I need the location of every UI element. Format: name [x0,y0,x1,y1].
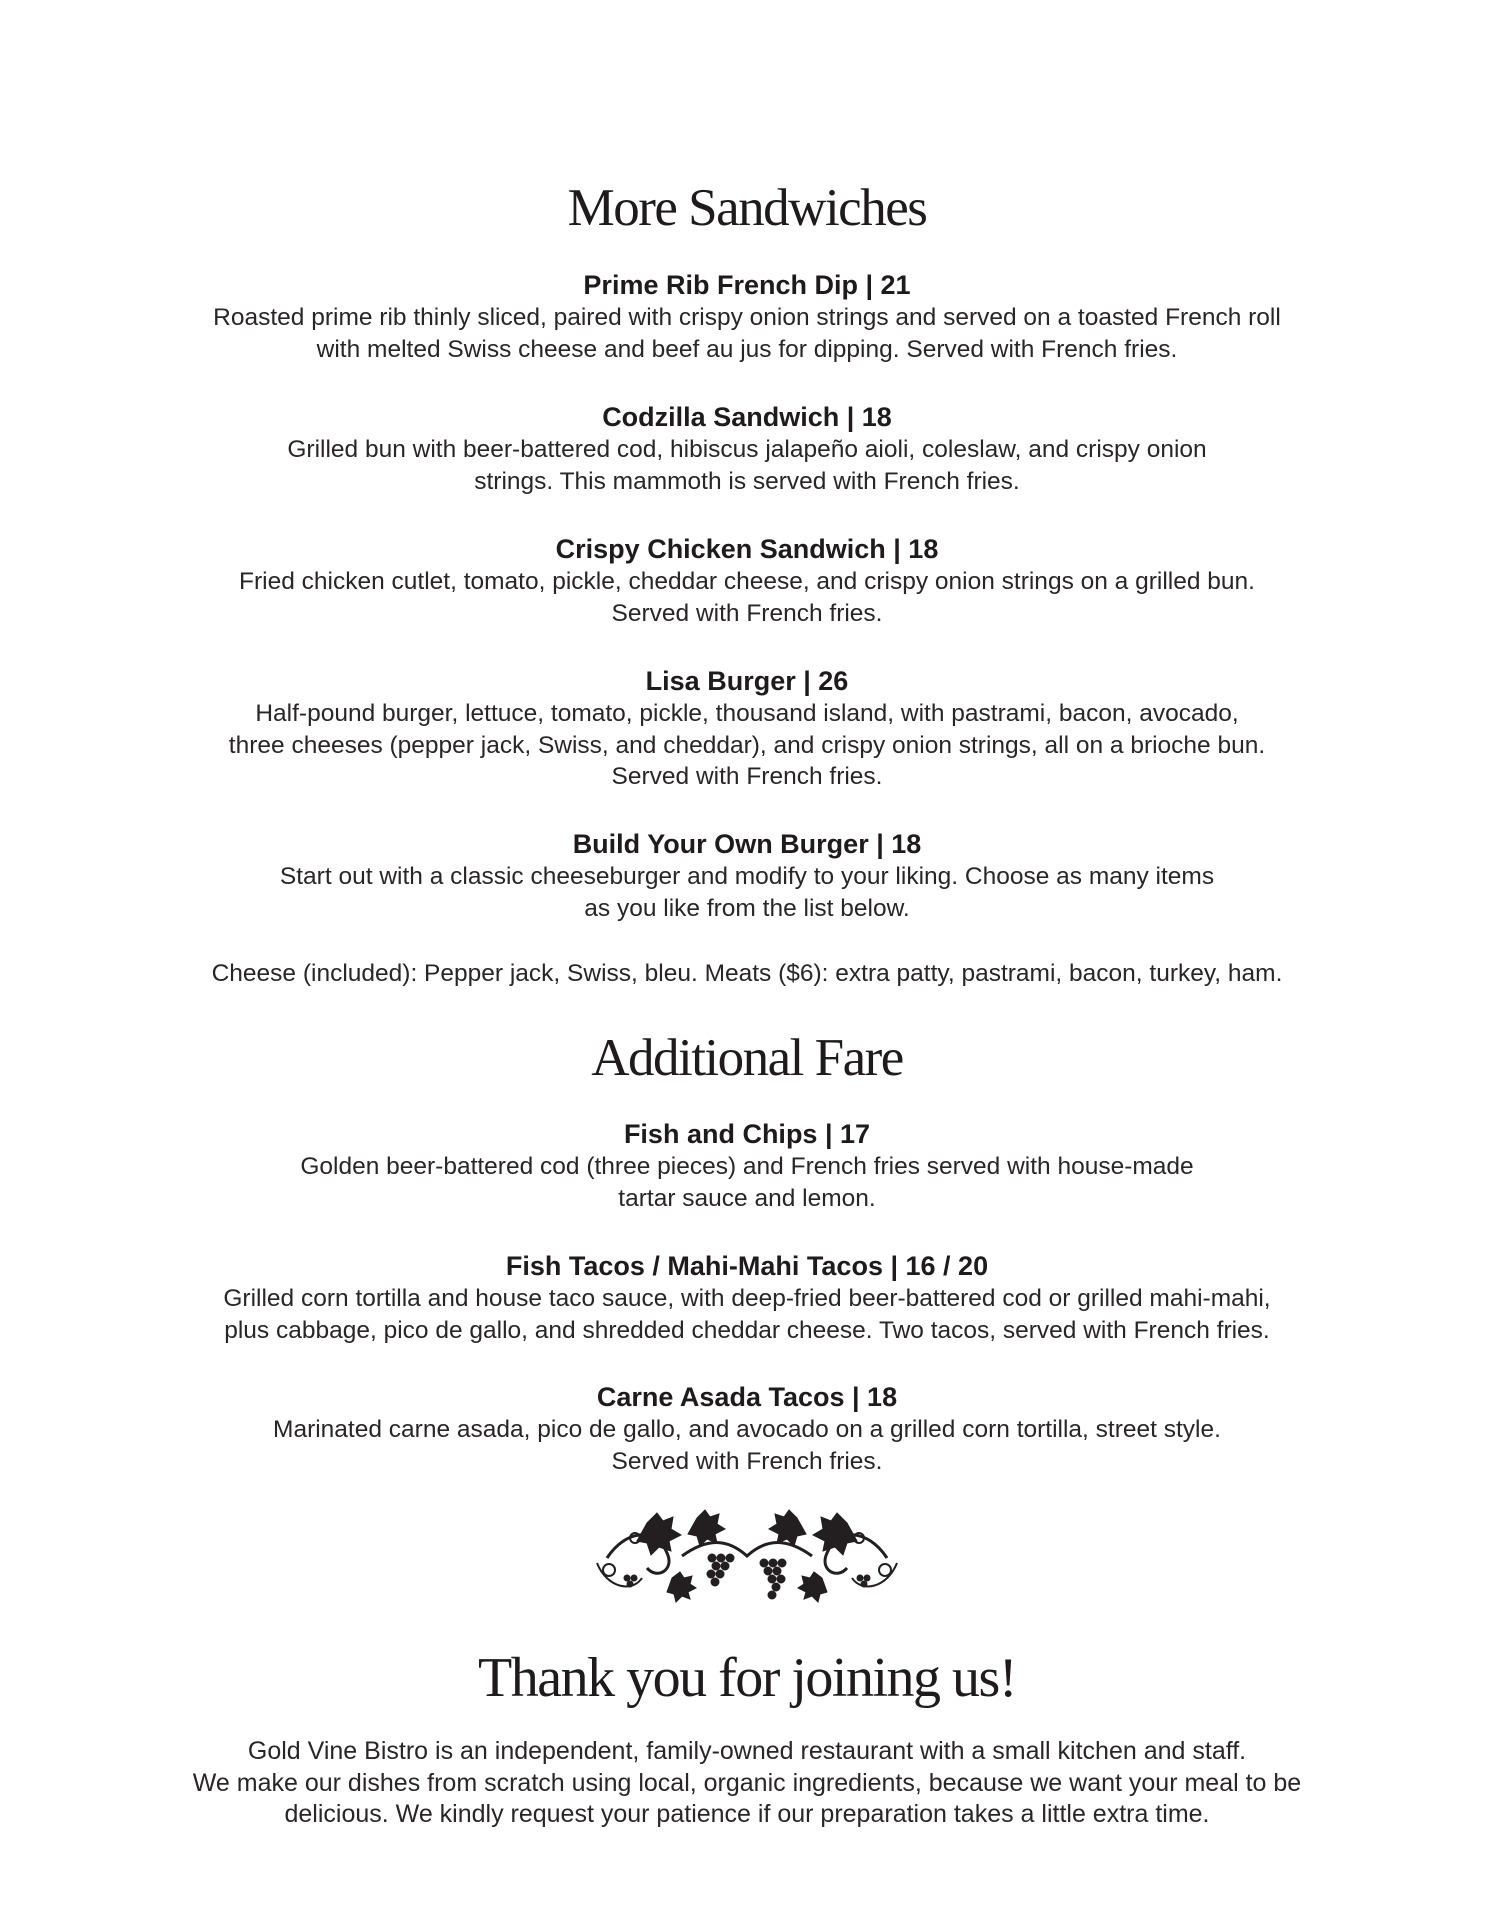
section-title: Additional Fare [591,1029,903,1087]
item-name: Prime Rib French Dip | 21 [583,270,911,300]
item-description-line: Served with French fries. [611,763,883,790]
menu-item-build-your-own-burger [0,827,1494,924]
item-description-line: Half-pound burger, lettuce, tomato, pickle, thousand island, with pastrami, bacon, avocado, [255,700,1239,727]
item-name: Fish Tacos / Mahi-Mahi Tacos | 16 / 20 [505,1251,989,1281]
menu-item-fish-tacos [0,1249,1494,1346]
item-description-line: plus cabbage, pico de gallo, and shredded cheddar cheese. Two tacos, served with French fries. [224,1316,1270,1344]
item-description-line: Golden beer-battered cod (three pieces) and French fries served with house-made [300,1153,1194,1180]
item-description-line: Start out with a classic cheeseburger and modify to your liking. Choose as many items [279,863,1215,890]
item-description-line: tartar sauce and lemon. [618,1184,876,1212]
thank-you-title: Thank you for joining us! [478,1647,1016,1709]
footer-line: Gold Vine Bistro is an independent, family-owned restaurant with a small kitchen and staff. [247,1737,1247,1765]
grapevine-ornament-icon [587,1508,907,1608]
item-description-line: Served with French fries. [611,599,883,627]
menu-item-carne-asada-tacos [0,1380,1494,1477]
item-description-line: Marinated carne asada, pico de gallo, and avocado on a grilled corn tortilla, street style. [273,1416,1221,1443]
item-name: Fish and Chips | 17 [623,1119,871,1149]
item-description-line: Served with French fries. [611,1447,883,1475]
item-name: Build Your Own Burger | 18 [572,829,922,859]
footer-message [0,1736,1494,1831]
item-name: Lisa Burger | 26 [645,666,849,696]
item-name: Codzilla Sandwich | 18 [602,402,892,432]
thank-you-title-block [0,1648,1494,1708]
item-description-line: Grilled bun with beer-battered cod, hibiscus jalapeño aioli, coleslaw, and crispy onion [287,436,1207,463]
item-description-line: with melted Swiss cheese and beef au jus for dipping. Served with French fries. [316,335,1178,363]
burger-options-text: Cheese (included): Pepper jack, Swiss, bleu. Meats ($6): extra patty, pastrami, bacon, turkey, ham. [211,960,1283,987]
menu-item-lisa-burger [0,664,1494,793]
item-description-line: strings. This mammoth is served with French fries. [474,467,1020,495]
item-description-line: as you like from the list below. [584,894,910,922]
menu-item-crispy-chicken-sandwich [0,532,1494,629]
section-title: More Sandwiches [567,179,927,237]
item-description-line: three cheeses (pepper jack, Swiss, and cheddar), and crispy onion strings, all on a brioche bun. [228,731,1266,759]
item-description-line: Roasted prime rib thinly sliced, paired with crispy onion strings and served on a toasted French roll [213,304,1281,331]
menu-item-prime-rib-french-dip [0,268,1494,365]
section-title-more-sandwiches [0,178,1494,238]
menu-item-fish-and-chips [0,1117,1494,1214]
footer-line: We make our dishes from scratch using local, organic ingredients, because we want your meal to be [192,1768,1302,1797]
footer-line: delicious. We kindly request your patience if our preparation takes a little extra time. [284,1800,1210,1828]
item-name: Crispy Chicken Sandwich | 18 [555,534,939,564]
item-description-line: Grilled corn tortilla and house taco sauce, with deep-fried beer-battered cod or grilled mahi-mahi, [223,1285,1271,1312]
item-name: Carne Asada Tacos | 18 [596,1382,898,1412]
menu-item-codzilla-sandwich [0,400,1494,497]
item-description-line: Fried chicken cutlet, tomato, pickle, cheddar cheese, and crispy onion strings on a grilled bun. [239,568,1255,595]
burger-options-note [0,958,1494,990]
section-title-additional-fare [0,1028,1494,1088]
